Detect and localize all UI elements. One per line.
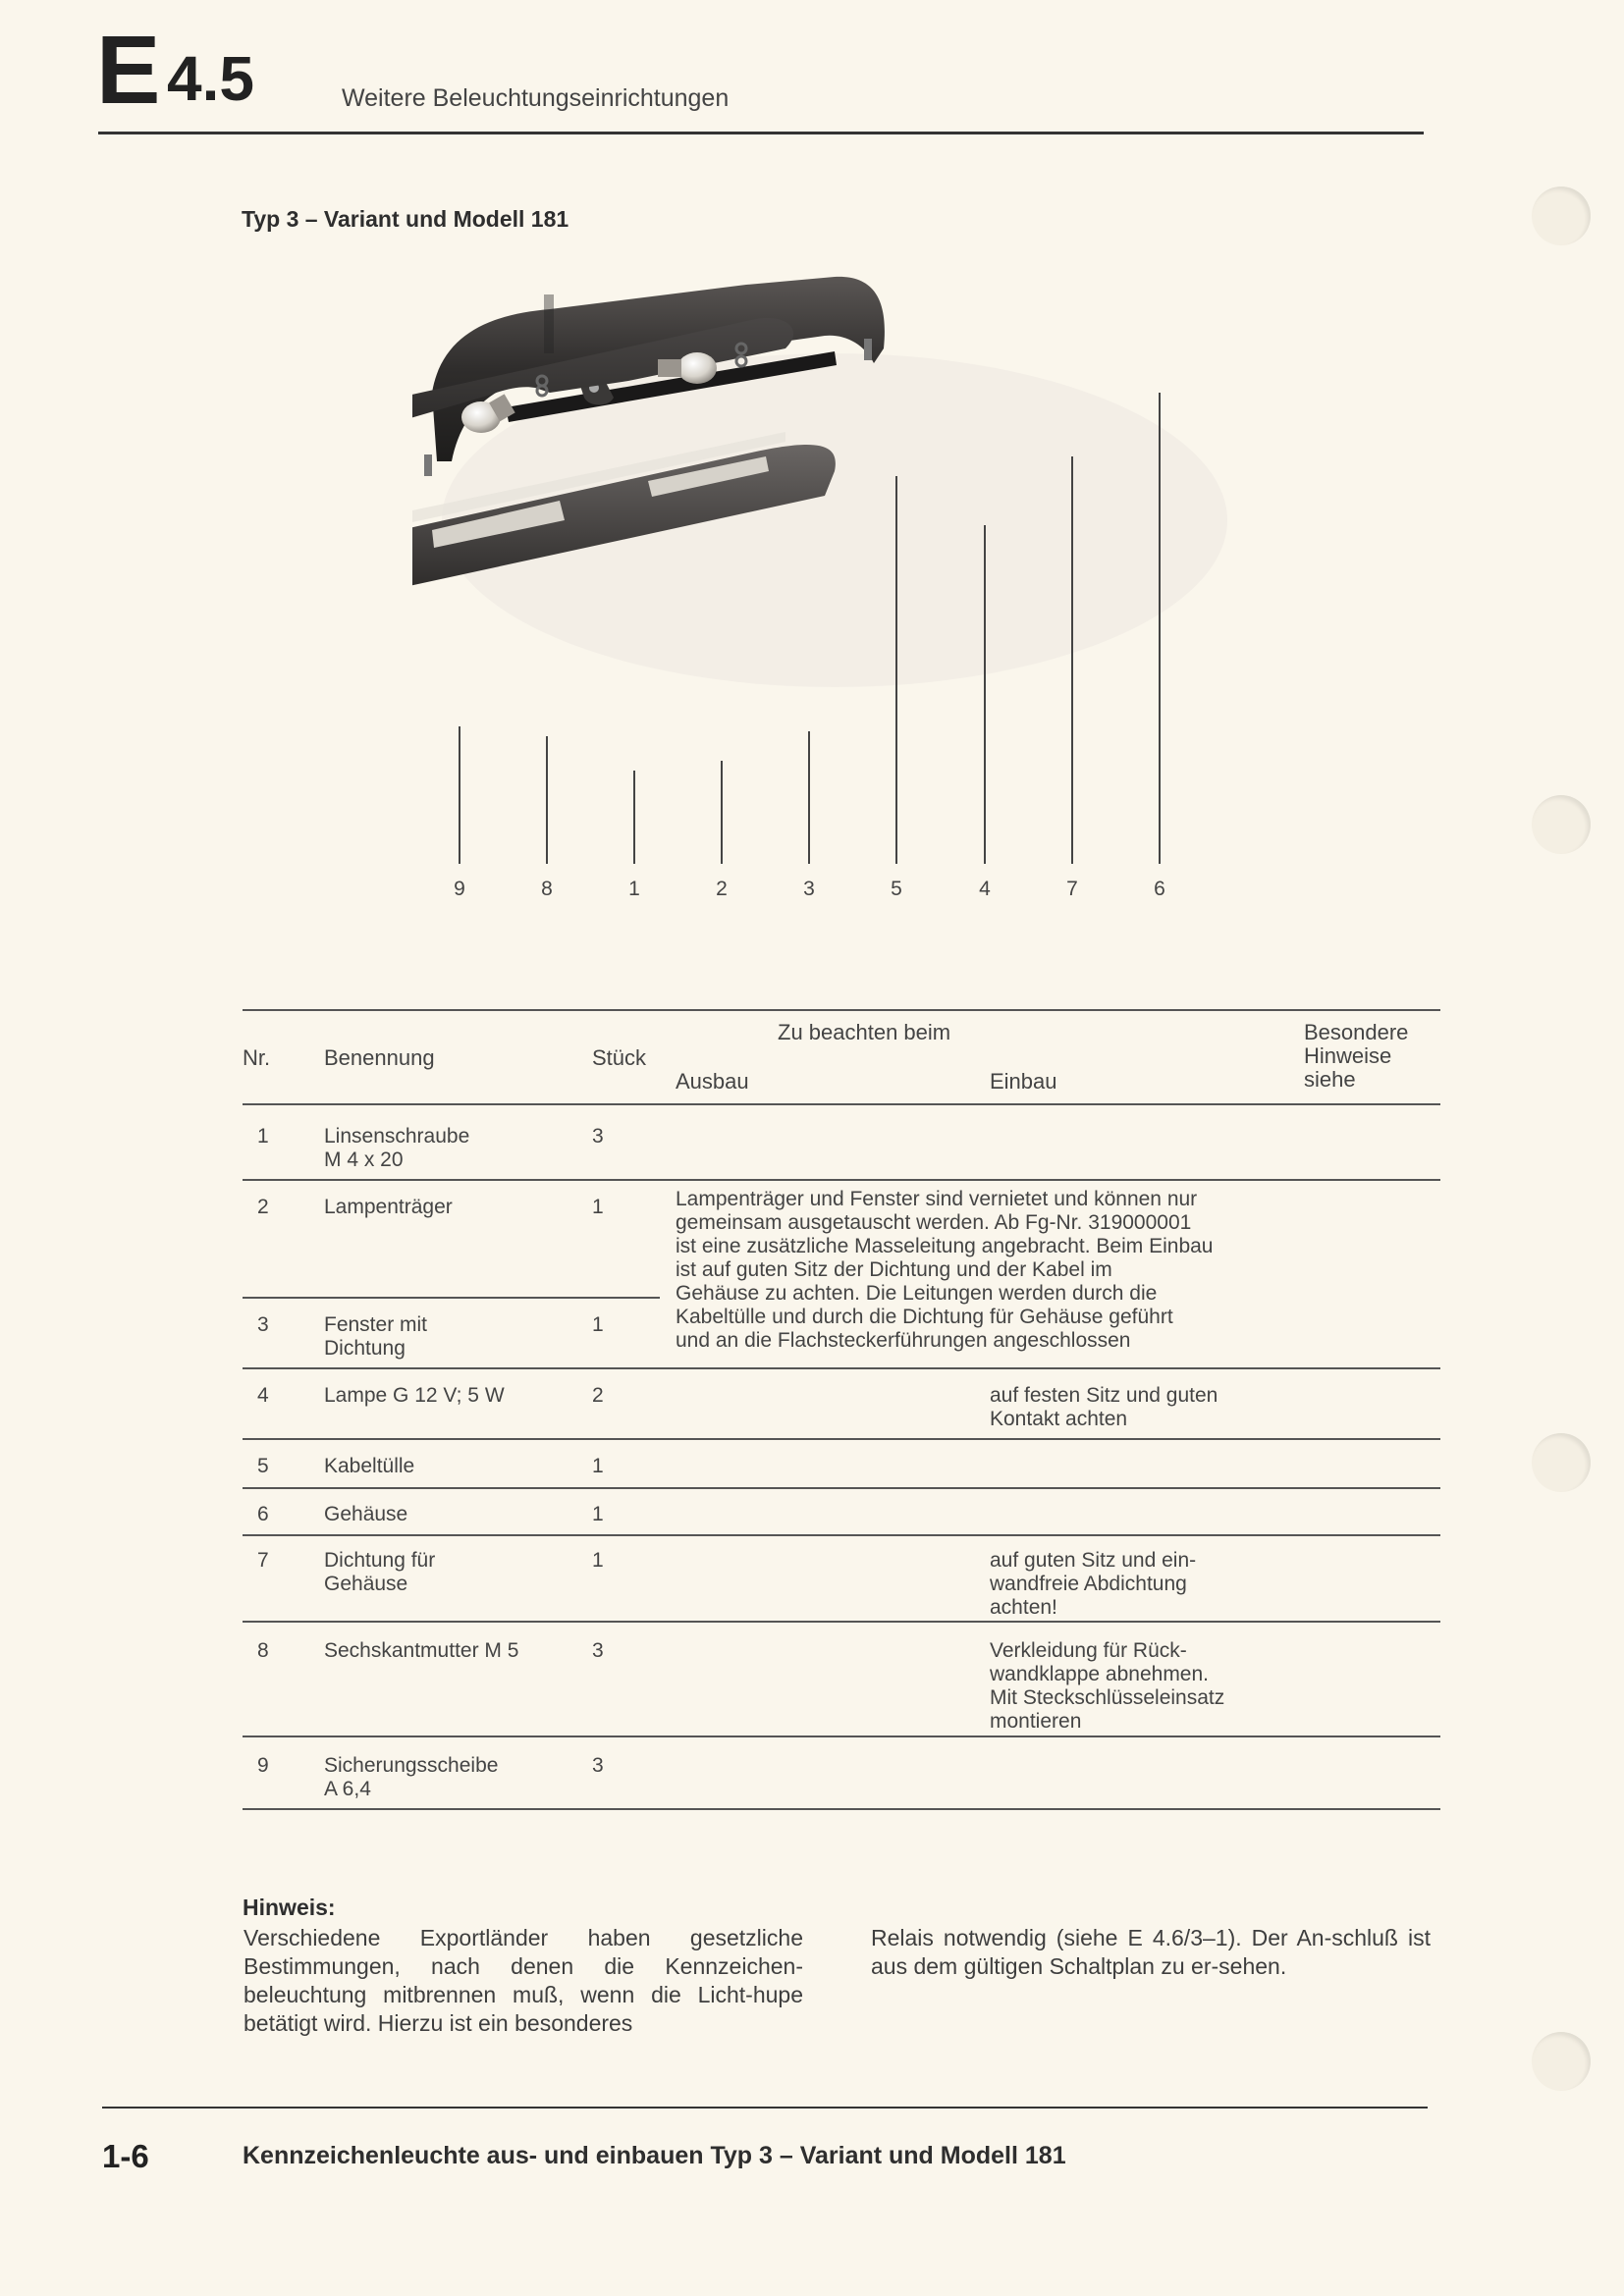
note-column-2: Relais notwendig (siehe E 4.6/3–1). Der An-schluß ist aus dem gültigen Schaltplan zu er-sehen.	[871, 1925, 1431, 1979]
table-header-rule	[243, 1103, 1440, 1105]
row-2-nr: 2	[257, 1196, 269, 1218]
section-letter: E	[96, 16, 159, 124]
row-7-name: Dichtung für Gehäuse	[324, 1549, 436, 1595]
row-4-einbau: auf festen Sitz und guten Kontakt achten	[990, 1384, 1218, 1430]
col-header-einbau: Einbau	[990, 1069, 1057, 1094]
row-8-einbau: Verkleidung für Rück- wandklappe abnehmen. Mit Steckschlüsseleinsatz montieren	[990, 1639, 1225, 1733]
row-7-rule	[243, 1621, 1440, 1623]
punch-hole-top	[1532, 187, 1591, 245]
callout-label-4: 4	[979, 878, 991, 900]
row-5-rule	[243, 1487, 1440, 1489]
row-9-nr: 9	[257, 1754, 269, 1777]
row-7-nr: 7	[257, 1549, 269, 1572]
row-5-qty: 1	[592, 1455, 604, 1477]
row-2-name: Lampenträger	[324, 1196, 453, 1218]
row-7-einbau: auf guten Sitz und ein- wandfreie Abdichtung achten!	[990, 1549, 1197, 1619]
table-top-rule	[243, 1009, 1440, 1011]
note-title: Hinweis:	[243, 1895, 336, 1920]
col-header-zu-beachten: Zu beachten beim	[778, 1020, 951, 1044]
row-8-name: Sechskantmutter M 5	[324, 1639, 519, 1662]
row-6-rule	[243, 1534, 1440, 1536]
row-9-qty: 3	[592, 1754, 604, 1777]
callout-label-1: 1	[628, 878, 640, 900]
header-title: Weitere Beleuchtungseinrichtungen	[342, 84, 730, 112]
row-4-name: Lampe G 12 V; 5 W	[324, 1384, 505, 1407]
row-6-qty: 1	[592, 1503, 604, 1525]
row-4-nr: 4	[257, 1384, 269, 1407]
col-header-benennung: Benennung	[324, 1045, 435, 1070]
row-1-qty: 3	[592, 1125, 604, 1148]
row-3-name: Fenster mit Dichtung	[324, 1313, 428, 1360]
row-1-nr: 1	[257, 1125, 269, 1148]
row-7-qty: 1	[592, 1549, 604, 1572]
exploded-view-figure	[412, 275, 1276, 913]
punch-hole-bottom	[1532, 2032, 1591, 2091]
row-8-rule	[243, 1735, 1440, 1737]
row-2-partial-rule	[243, 1297, 660, 1299]
callout-label-5: 5	[891, 878, 902, 900]
col-header-nr: Nr.	[243, 1045, 271, 1070]
footer-rule	[102, 2107, 1428, 2109]
row-1-rule	[243, 1179, 1440, 1181]
punch-hole-lower	[1532, 1433, 1591, 1492]
row-9-rule	[243, 1808, 1440, 1810]
row-6-nr: 6	[257, 1503, 269, 1525]
row-1-name: Linsenschraube M 4 x 20	[324, 1125, 470, 1171]
row-8-nr: 8	[257, 1639, 269, 1662]
col-header-stueck: Stück	[592, 1045, 647, 1070]
note-column-1: Verschiedene Exportländer haben gesetzliche Bestimmungen, nach denen die Kennzeichen-beleuchtung mitbrennen muß, wenn die Licht-hupe betätigt wird. Hierzu ist ein besonderes	[244, 1925, 803, 2036]
row-3-qty: 1	[592, 1313, 604, 1336]
callout-label-7: 7	[1066, 878, 1078, 900]
row-2-qty: 1	[592, 1196, 604, 1218]
row-8-qty: 3	[592, 1639, 604, 1662]
row-4-rule	[243, 1438, 1440, 1440]
col-header-ausbau: Ausbau	[676, 1069, 749, 1094]
page-subtitle: Typ 3 – Variant und Modell 181	[242, 206, 569, 232]
callout-label-8: 8	[541, 878, 553, 900]
col-header-hinweise: Besondere Hinweise siehe	[1304, 1020, 1409, 1092]
footer-title: Kennzeichenleuchte aus- und einbauen Typ 3 – Variant und Modell 181	[243, 2142, 1066, 2169]
row-3-rule	[243, 1367, 1440, 1369]
callout-label-9: 9	[454, 878, 465, 900]
row-5-nr: 5	[257, 1455, 269, 1477]
punch-hole-mid	[1532, 795, 1591, 854]
callout-label-2: 2	[716, 878, 728, 900]
page-number: 1-6	[102, 2138, 149, 2174]
row-4-qty: 2	[592, 1384, 604, 1407]
header-rule	[98, 132, 1424, 134]
shared-note-rows-2-3: Lampenträger und Fenster sind vernietet und können nur gemeinsam ausgetauscht werden. Ab Fg-Nr. 319000001 ist eine zusätzliche Masseleitung angebracht. Beim Einbau ist auf guten Sitz der Dichtung und der Kabel im Gehäuse zu achten. Die Leitungen werden durch die Kabeltülle und durch die Dichtung für Gehäuse geführt und an die Flachsteckerführungen angeschlossen	[676, 1188, 1214, 1352]
section-number: 4.5	[167, 43, 254, 114]
row-3-nr: 3	[257, 1313, 269, 1336]
row-9-name: Sicherungsscheibe A 6,4	[324, 1754, 499, 1800]
callout-label-6: 6	[1154, 878, 1165, 900]
row-5-name: Kabeltülle	[324, 1455, 415, 1477]
callout-label-3: 3	[803, 878, 815, 900]
row-6-name: Gehäuse	[324, 1503, 408, 1525]
